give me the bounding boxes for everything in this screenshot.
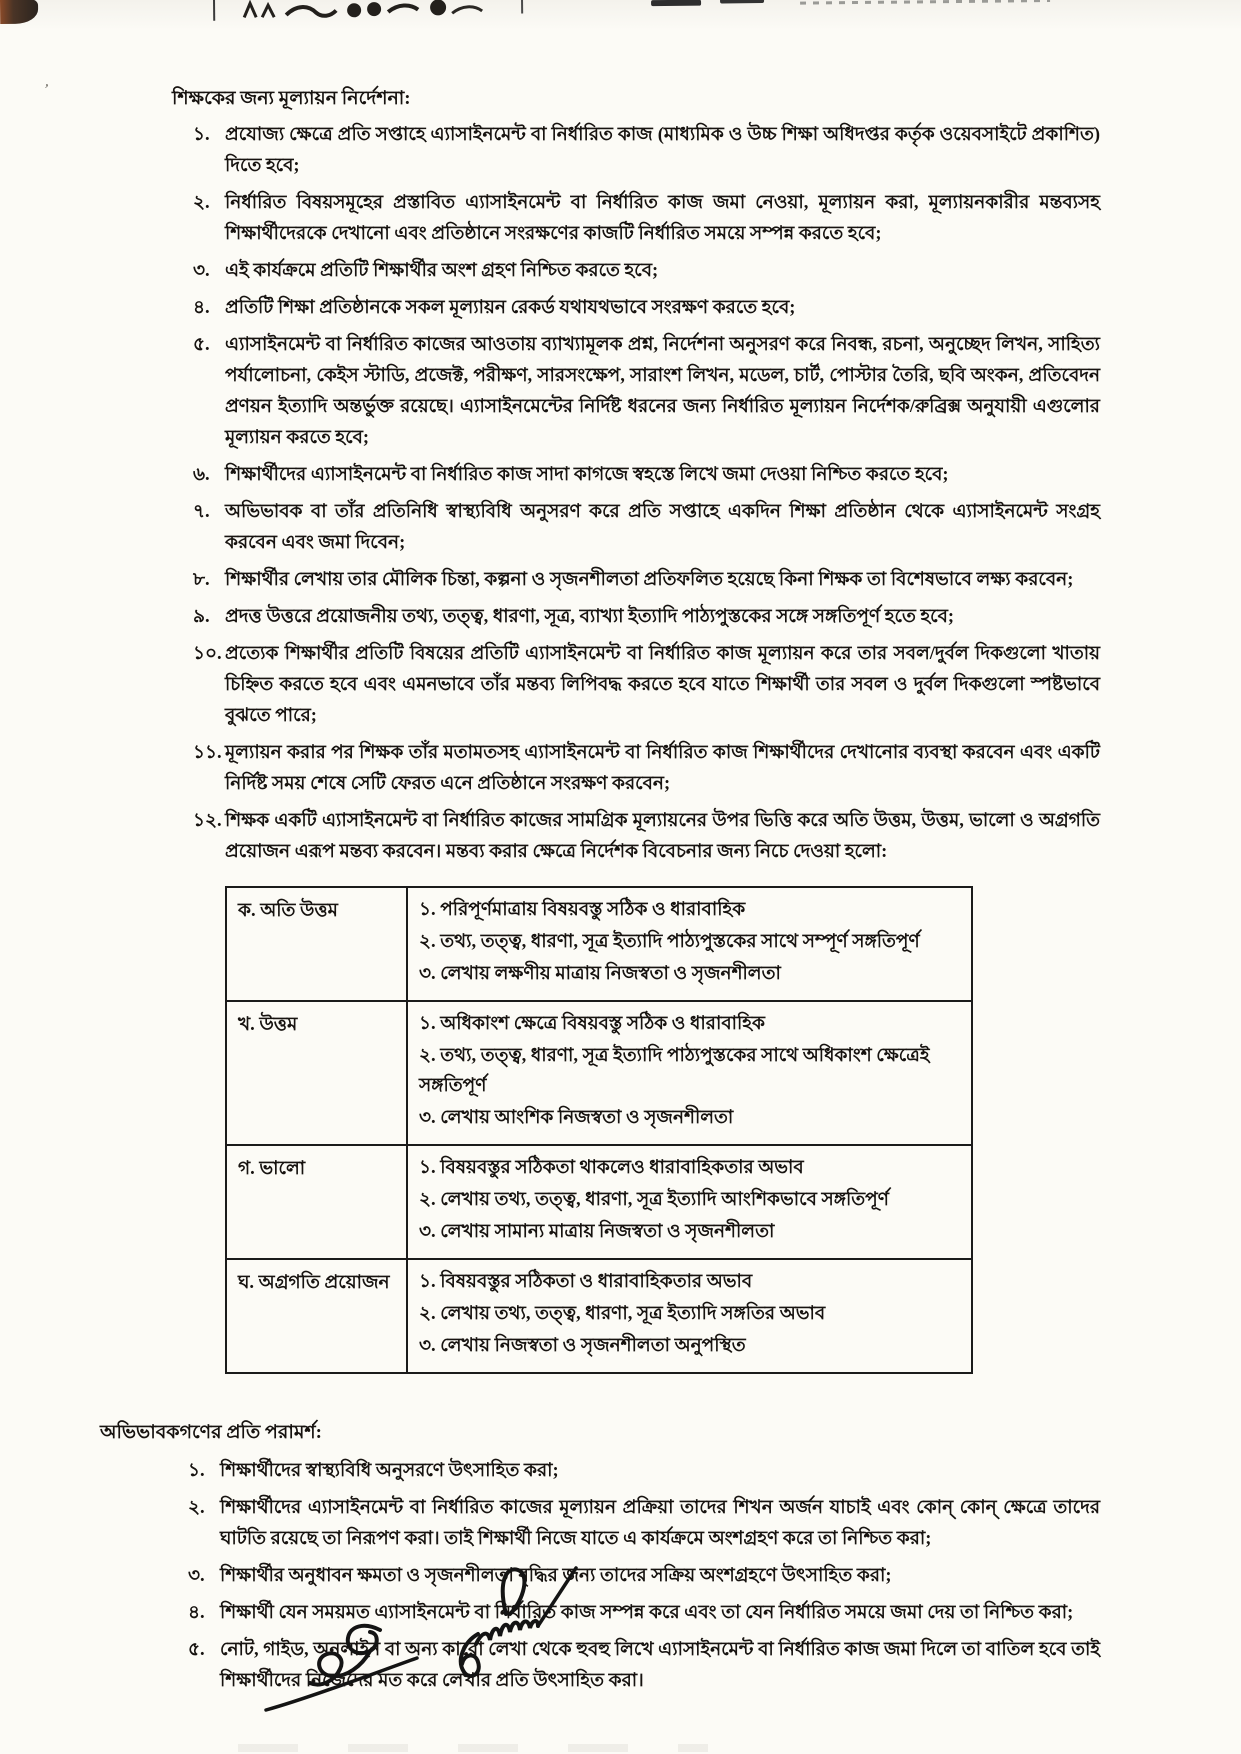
grade-cell: খ. উত্তম — [226, 1001, 407, 1145]
list-item-number: ১. — [193, 125, 210, 145]
list-item — [193, 120, 1100, 182]
list-item-text: মূল্যায়ন করার পর শিক্ষক তাঁর মতামতসহ এ্যাসাইনমেন্ট বা নির্ধারিত কাজ শিক্ষার্থীদের দেখানোর ব্যবস্থা করবেন এবং একটি নির্দিষ্ট সময় শেষে সেটি ফেরত এনে প্রতিষ্ঠানে সংরক্ষণ করবেন; — [225, 743, 1100, 794]
teacher-guidelines-list — [193, 120, 1100, 868]
list-item-number: ১২. — [193, 811, 222, 831]
list-item — [188, 1456, 1100, 1487]
list-item — [193, 497, 1100, 559]
scan-dash-mark — [651, 0, 701, 6]
evaluation-criteria-table — [225, 886, 973, 1374]
list-item-number: ৩. — [193, 261, 210, 281]
list-item-text: শিক্ষার্থী যেন সময়মত এ্যাসাইনমেন্ট বা নির্ধারিত কাজ সম্পন্ন করে এবং তা যেন নির্ধারিত সময়ে জমা দেয় তা নিশ্চিত করা; — [220, 1603, 1074, 1623]
guardian-advice-heading: অভিভাবকগণের প্রতি পরামর্শ: — [100, 1422, 322, 1443]
list-item — [193, 256, 1100, 287]
scan-vertical-line — [213, 0, 215, 21]
list-item-number: ১০. — [193, 644, 222, 664]
list-item-text: এই কার্যক্রমে প্রতিটি শিক্ষার্থীর অংশ গ্রহণ নিশ্চিত করতে হবে; — [225, 261, 659, 281]
list-item — [193, 188, 1100, 250]
criterion: ১. অধিকাংশ ক্ষেত্রে বিষয়বস্তু সঠিক ও ধারাবাহিক — [419, 1014, 765, 1034]
criteria-cell — [407, 1145, 972, 1259]
criterion: ২. তথ্য, তত্ত্ব, ধারণা, সূত্র ইত্যাদি পাঠ্যপুস্তকের সাথে অধিকাংশ ক্ষেত্রেই সঙ্গতিপূর্ণ — [419, 1046, 930, 1096]
criterion: ২. লেখায় তথ্য, তত্ত্ব, ধারণা, সূত্র ইত্যাদি আংশিকভাবে সঙ্গতিপূর্ণ — [419, 1190, 889, 1210]
scan-vertical-line — [521, 0, 523, 14]
list-item-number: ১১. — [193, 743, 222, 763]
list-item — [193, 738, 1100, 800]
list-item — [193, 330, 1100, 454]
list-item-number: ৩. — [188, 1566, 205, 1586]
list-item-number: ৪. — [193, 298, 210, 318]
table-row — [226, 1001, 972, 1145]
list-item-number: ৬. — [193, 465, 210, 485]
list-item-text: শিক্ষার্থীর অনুধাবন ক্ষমতা ও সৃজনশীলতা বৃদ্ধির জন্য তাদের সক্রিয় অংশগ্রহণে উৎসাহিত করা; — [220, 1566, 892, 1586]
criterion: ১. পরিপূর্ণমাত্রায় বিষয়বস্তু সঠিক ও ধারাবাহিক — [419, 900, 746, 920]
grade-cell: গ. ভালো — [226, 1145, 407, 1259]
scan-bottom-smudge — [238, 1744, 708, 1752]
list-item-number: ৭. — [193, 502, 210, 522]
list-item-text: প্রদত্ত উত্তরে প্রয়োজনীয় তথ্য, তত্ত্ব, ধারণা, সূত্র, ব্যাখ্যা ইত্যাদি পাঠ্যপুস্তকের সঙ্গে সঙ্গতিপূর্ণ হতে হবে; — [225, 607, 955, 627]
list-item-number: ৪. — [188, 1603, 205, 1623]
criterion: ১. বিষয়বস্তুর সঠিকতা ও ধারাবাহিকতার অভাব — [419, 1272, 753, 1292]
scan-cutoff-text-row — [800, 0, 1050, 5]
list-item-number: ৮. — [193, 570, 210, 590]
list-item-text: এ্যাসাইনমেন্ট বা নির্ধারিত কাজের আওতায় ব্যাখ্যামূলক প্রশ্ন, নির্দেশনা অনুসরণ করে নিবন্ধ, রচনা, অনুচ্ছেদ লিখন, সাহিত্য পর্যালোচনা, কেইস স্টাডি, প্রজেক্ট, পরীক্ষণ, সারসংক্ষেপ, সারাংশ লিখন, মডেল, চার্ট, পোস্টার তৈরি, ছবি অংকন, প্রতিবেদন প্রণয়ন ইত্যাদি অন্তর্ভুক্ত রয়েছে। এ্যাসাইনমেন্টের নির্দিষ্ট ধরনের জন্য নির্ধারিত মূল্যায়ন নির্দেশক/রুব্রিক্স অনুযায়ী এগুলোর মূল্যায়ন করতে হবে; — [225, 335, 1100, 448]
list-item — [193, 602, 1100, 633]
list-item-text: অভিভাবক বা তাঁর প্রতিনিধি স্বাস্থ্যবিধি অনুসরণ করে প্রতি সপ্তাহে একদিন শিক্ষা প্রতিষ্ঠান থেকে এ্যাসাইনমেন্ট সংগ্রহ করবেন এবং জমা দিবেন; — [225, 502, 1100, 553]
list-item-number: ১. — [188, 1461, 205, 1481]
criteria-cell — [407, 887, 972, 1001]
list-item-number: ৯. — [193, 607, 210, 627]
criterion: ৩. লেখায় নিজস্বতা ও সৃজনশীলতা অনুপস্থিত — [419, 1336, 746, 1356]
list-item-number: ২. — [188, 1498, 205, 1518]
grade-cell: ক. অতি উত্তম — [226, 887, 407, 1001]
criteria-cell — [407, 1259, 972, 1373]
criteria-cell — [407, 1001, 972, 1145]
scan-dash-mark — [720, 0, 764, 3]
list-item-text: প্রতিটি শিক্ষা প্রতিষ্ঠানকে সকল মূল্যায়ন রেকর্ড যথাযথভাবে সংরক্ষণ করতে হবে; — [225, 298, 796, 318]
list-item-number: ৫. — [188, 1640, 205, 1660]
list-item-text: শিক্ষার্থীদের স্বাস্থ্যবিধি অনুসরণে উৎসাহিত করা; — [220, 1461, 559, 1481]
list-item — [193, 565, 1100, 596]
list-item-text: শিক্ষার্থীর লেখায় তার মৌলিক চিন্তা, কল্পনা ও সৃজনশীলতা প্রতিফলিত হয়েছে কিনা শিক্ষক তা বিশেষভাবে লক্ষ্য করবেন; — [225, 570, 1074, 590]
list-item — [193, 806, 1100, 868]
criterion: ১. বিষয়বস্তুর সঠিকতা থাকলেও ধারাবাহিকতার অভাব — [419, 1158, 804, 1178]
list-item-text: শিক্ষার্থীদের এ্যাসাইনমেন্ট বা নির্ধারিত কাজের মূল্যায়ন প্রক্রিয়া তাদের শিখন অর্জন যাচাই এবং কোন্ কোন্ ক্ষেত্রে তাদের ঘাটতি রয়েছে তা নিরূপণ করা। তাই শিক্ষার্থী নিজে যাতে এ কার্যক্রমে অংশগ্রহণ করে তা নিশ্চিত করা; — [220, 1498, 1100, 1549]
list-item-text: প্রযোজ্য ক্ষেত্রে প্রতি সপ্তাহে এ্যাসাইনমেন্ট বা নির্ধারিত কাজ (মাধ্যমিক ও উচ্চ শিক্ষা অধিদপ্তর কর্তৃক ওয়েবসাইটে প্রকাশিত) দিতে হবে; — [225, 125, 1100, 176]
table-row — [226, 1259, 972, 1373]
scan-handwriting-fragment — [238, 0, 488, 24]
list-item-text: শিক্ষক একটি এ্যাসাইনমেন্ট বা নির্ধারিত কাজের সামগ্রিক মূল্যায়নের উপর ভিত্তি করে অতি উত্তম, উত্তম, ভালো ও অগ্রগতি প্রয়োজন এরূপ মন্তব্য করবেন। মন্তব্য করার ক্ষেত্রে নির্দেশক বিবেচনার জন্য নিচে দেওয়া হলো: — [225, 811, 1100, 862]
signature-right — [420, 1562, 590, 1697]
grade-cell: ঘ. অগ্রগতি প্রয়োজন — [226, 1259, 407, 1373]
criterion: ২. লেখায় তথ্য, তত্ত্ব, ধারণা, সূত্র ইত্যাদি সঙ্গতির অভাব — [419, 1304, 826, 1324]
list-item-number: ৫. — [193, 335, 210, 355]
table-row — [226, 887, 972, 1001]
list-item — [193, 639, 1100, 732]
list-item-text: নোট, গাইড, অনলাইন বা অন্য কারো লেখা থেকে হুবহু লিখে এ্যাসাইনমেন্ট বা নির্ধারিত কাজ জমা দিলে তা বাতিল হবে তাই শিক্ষার্থীদের নিজেদের মত করে লেখার প্রতি উৎসাহিত করা। — [220, 1640, 1100, 1691]
list-item-text: শিক্ষার্থীদের এ্যাসাইনমেন্ট বা নির্ধারিত কাজ সাদা কাগজে স্বহস্তে লিখে জমা দেওয়া নিশ্চিত করতে হবে; — [225, 465, 949, 485]
signature-left — [252, 1620, 427, 1718]
criterion: ৩. লেখায় আংশিক নিজস্বতা ও সৃজনশীলতা — [419, 1108, 734, 1128]
list-item — [188, 1493, 1100, 1555]
criterion: ৩. লেখায় লক্ষণীয় মাত্রায় নিজস্বতা ও সৃজনশীলতা — [419, 964, 781, 984]
list-item — [193, 460, 1100, 491]
document-body — [0, 81, 1241, 1703]
teacher-guidelines-heading: শিক্ষকের জন্য মূল্যায়ন নির্দেশনা: — [172, 88, 411, 109]
list-item-text: নির্ধারিত বিষয়সমূহের প্রস্তাবিত এ্যাসাইনমেন্ট বা নির্ধারিত কাজ জমা নেওয়া, মূল্যায়ন করা, মূল্যায়নকারীর মন্তব্যসহ শিক্ষার্থীদেরকে দেখানো এবং প্রতিষ্ঠানে সংরক্ষণের কাজটি নির্ধারিত সময়ে সম্পন্ন করতে হবে; — [225, 193, 1100, 244]
list-item-text: প্রত্যেক শিক্ষার্থীর প্রতিটি বিষয়ের প্রতিটি এ্যাসাইনমেন্ট বা নির্ধারিত কাজ মূল্যায়ন করে তার সবল/দুর্বল দিকগুলো খাতায় চিহ্নিত করতে হবে এবং এমনভাবে তাঁর মন্তব্য লিপিবদ্ধ করতে হবে যাতে শিক্ষার্থী তার সবল ও দুর্বল দিকগুলো স্পষ্টভাবে বুঝতে পারে; — [225, 644, 1100, 726]
list-item — [188, 1561, 1100, 1592]
criterion: ৩. লেখায় সামান্য মাত্রায় নিজস্বতা ও সৃজনশীলতা — [419, 1222, 775, 1242]
stray-pen-mark: ’ — [41, 81, 50, 99]
list-item-number: ২. — [193, 193, 210, 213]
list-item — [193, 293, 1100, 324]
scan-corner-smudge — [0, 0, 38, 24]
table-row — [226, 1145, 972, 1259]
criterion: ২. তথ্য, তত্ত্ব, ধারণা, সূত্র ইত্যাদি পাঠ্যপুস্তকের সাথে সম্পূর্ণ সঙ্গতিপূর্ণ — [419, 932, 920, 952]
